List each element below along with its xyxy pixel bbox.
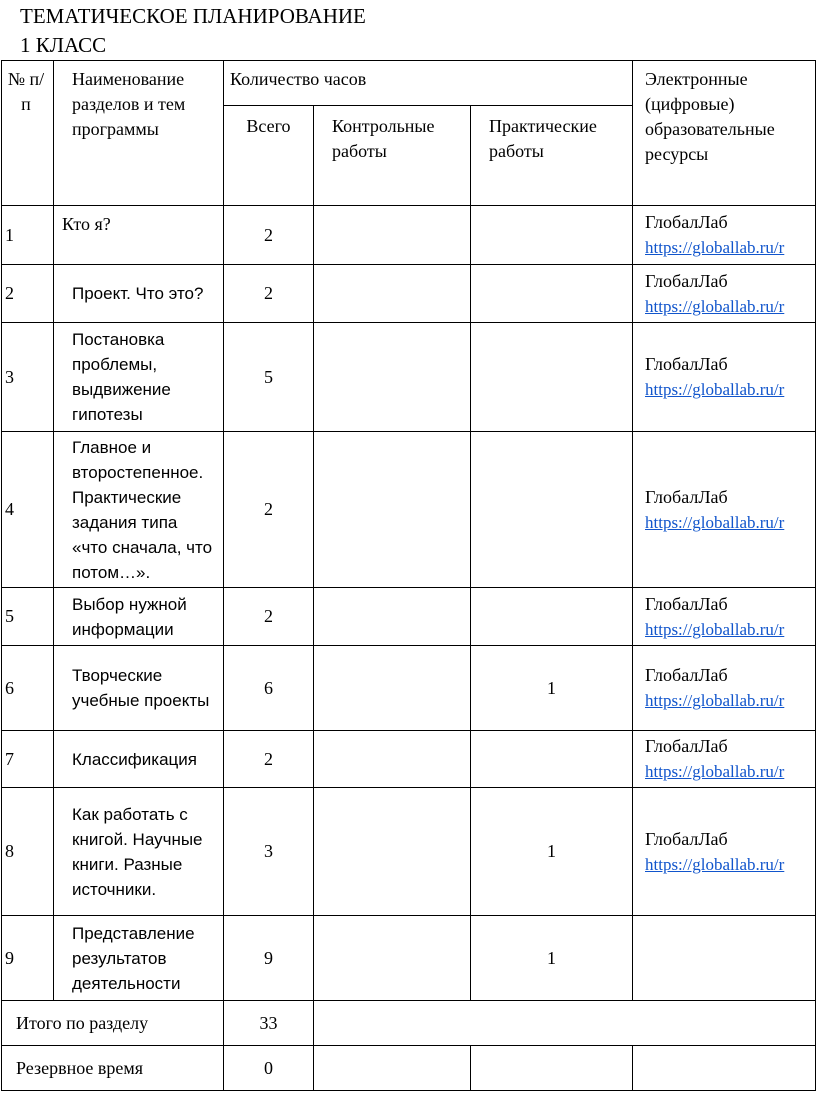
practical-works: 1: [471, 788, 633, 916]
topic-name: Кто я?: [54, 206, 224, 265]
resource-link[interactable]: https://globallab.ru/r: [645, 762, 785, 781]
total-label: Итого по разделу: [2, 1001, 224, 1046]
control-works: [314, 432, 471, 588]
summary-row-total: [2, 1001, 816, 1046]
header-practical: Практические работы: [471, 106, 633, 206]
resource-link[interactable]: https://globallab.ru/r: [645, 854, 785, 874]
practical-works: [471, 323, 633, 432]
header-hours: Количество часов: [224, 61, 633, 106]
total-hours: 5: [224, 323, 314, 432]
page-title: [20, 2, 366, 60]
empty-cell: [471, 1046, 633, 1091]
row-number: 4: [2, 432, 54, 588]
title-line-2: 1 КЛАСС: [20, 33, 107, 57]
table-row: [2, 731, 816, 788]
row-number: 5: [2, 588, 54, 646]
practical-works: [471, 588, 633, 646]
total-hours: 2: [224, 588, 314, 646]
resource-cell: [633, 432, 816, 588]
header-num: № п/п: [2, 61, 54, 206]
total-hours: 2: [224, 265, 314, 323]
practical-works: [471, 432, 633, 588]
topic-name: Главное и второстепенное. Практические задания типа «что сначала, что потом…».: [54, 432, 224, 588]
control-works: [314, 206, 471, 265]
header-name: Наименование разделов и тем программы: [54, 61, 224, 206]
empty-cell: [633, 1046, 816, 1091]
reserve-label: Резервное время: [2, 1046, 224, 1091]
total-hours: 3: [224, 788, 314, 916]
control-works: [314, 788, 471, 916]
practical-works: [471, 265, 633, 323]
table-row: [2, 588, 816, 646]
total-hours: 2: [224, 432, 314, 588]
resource-link[interactable]: https://globallab.ru/r: [645, 691, 785, 710]
total-hours: 6: [224, 646, 314, 731]
total-hours: 2: [224, 206, 314, 265]
header-control: Контрольные работы: [314, 106, 471, 206]
topic-name: Выбор нужной информации: [54, 588, 224, 646]
table-row: [2, 432, 816, 588]
table-row: [2, 916, 816, 1001]
total-value: 33: [224, 1001, 314, 1046]
planning-table: [1, 60, 816, 1091]
control-works: [314, 265, 471, 323]
topic-name: Постановка проблемы, выдвижение гипотезы: [54, 323, 224, 432]
resource-name: ГлобалЛаб: [645, 593, 728, 614]
row-number: 1: [2, 206, 54, 265]
empty-cell: [314, 1046, 471, 1091]
topic-name: Творческие учебные проекты: [54, 646, 224, 731]
control-works: [314, 323, 471, 432]
resource-cell: [633, 265, 816, 323]
resource-name: ГлобалЛаб: [645, 270, 728, 291]
resource-name: ГлобалЛаб: [645, 486, 728, 507]
resource-link[interactable]: https://globallab.ru/r: [645, 238, 785, 257]
row-number: 3: [2, 323, 54, 432]
topic-name: Представление результатов деятельности: [54, 916, 224, 1001]
resource-name: ГлобалЛаб: [645, 665, 728, 685]
resource-cell: [633, 731, 816, 788]
resource-cell: [633, 323, 816, 432]
total-hours: 9: [224, 916, 314, 1001]
topic-name: Классификация: [54, 731, 224, 788]
table-row: [2, 206, 816, 265]
practical-works: 1: [471, 916, 633, 1001]
empty-cell: [314, 1001, 816, 1046]
resource-link[interactable]: https://globallab.ru/r: [645, 296, 785, 316]
resource-link[interactable]: https://globallab.ru/r: [645, 512, 785, 532]
header-resources: Электронные (цифровые) образовательные ресурсы: [633, 61, 816, 206]
total-hours: 2: [224, 731, 314, 788]
summary-row-reserve: [2, 1046, 816, 1091]
row-number: 6: [2, 646, 54, 731]
topic-name: Как работать с книгой. Научные книги. Разные источники.: [54, 788, 224, 916]
reserve-value: 0: [224, 1046, 314, 1091]
row-number: 8: [2, 788, 54, 916]
control-works: [314, 731, 471, 788]
resource-name: ГлобалЛаб: [645, 736, 728, 756]
resource-name: ГлобалЛаб: [645, 828, 728, 849]
resource-cell: [633, 646, 816, 731]
table-row: [2, 788, 816, 916]
resource-link[interactable]: https://globallab.ru/r: [645, 619, 785, 639]
row-number: 7: [2, 731, 54, 788]
header-total: Всего: [224, 106, 314, 206]
practical-works: [471, 731, 633, 788]
resource-name: ГлобалЛаб: [645, 354, 728, 374]
table-row: [2, 646, 816, 731]
practical-works: [471, 206, 633, 265]
control-works: [314, 646, 471, 731]
row-number: 2: [2, 265, 54, 323]
resource-name: ГлобалЛаб: [645, 212, 728, 232]
control-works: [314, 916, 471, 1001]
resource-link[interactable]: https://globallab.ru/r: [645, 380, 785, 399]
resource-cell: [633, 916, 816, 1001]
resource-cell: [633, 788, 816, 916]
row-number: 9: [2, 916, 54, 1001]
table-row: [2, 265, 816, 323]
topic-name: Проект. Что это?: [54, 265, 224, 323]
table-row: [2, 323, 816, 432]
resource-cell: [633, 588, 816, 646]
resource-cell: [633, 206, 816, 265]
control-works: [314, 588, 471, 646]
title-line-1: ТЕМАТИЧЕСКОЕ ПЛАНИРОВАНИЕ: [20, 4, 366, 28]
practical-works: 1: [471, 646, 633, 731]
